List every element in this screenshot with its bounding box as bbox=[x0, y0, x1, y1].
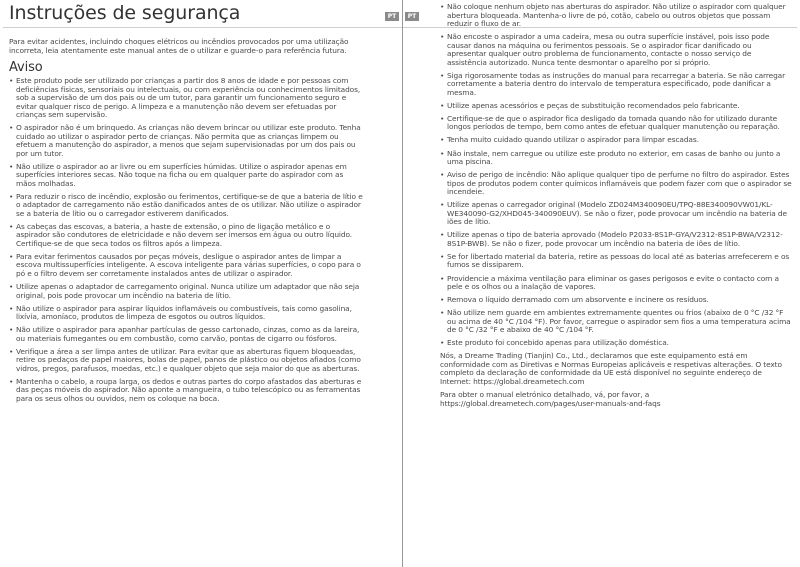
language-tab-right: PT bbox=[405, 12, 419, 21]
list-item: • Certifique-se de que o aspirador fica desligado da tomada quando não for utilizado durante longos períodos de tempo, bem como antes de efetuar qualquer manutenção ou reparação. bbox=[440, 115, 792, 132]
list-item: • Não utilize o aspirador para aspirar líquidos inflamáveis ou combustíveis, tais como gasolina, lixívia, amoníaco, produtos de limpeza de esgotos ou outros líquidos. bbox=[9, 305, 365, 322]
left-column bbox=[9, 0, 365, 408]
list-item: • Não encoste o aspirador a uma cadeira, mesa ou outra superfície instável, pois isso pode causar danos na máquina ou ferimentos pessoais. Se o aspirador ficar danificado ou apresentar qualquer outro problema de funcionamento, contacte o nosso serviço de assistência autorizado. Nunca tente desmontar o aparelho por si próprio. bbox=[440, 33, 792, 67]
intro-paragraph: Para evitar acidentes, incluindo choques elétricos ou incêndios provocados por uma utilização incorreta, leia atentamente este manual antes de o utilizar e guarde-o para referência futura. bbox=[9, 37, 349, 55]
list-item: • Não instale, nem carregue ou utilize este produto no exterior, em casas de banho ou junto a uma piscina. bbox=[440, 150, 792, 167]
list-item: • Tenha muito cuidado quando utilizar o aspirador para limpar escadas. bbox=[440, 136, 792, 145]
conformity-declaration: Nós, a Dreame Trading (Tianjin) Co., Ltd., declaramos que este equipamento está em conformidade com as Diretivas e Normas Europeias aplicáveis e respetivas alterações. O texto completo da declaração de conformidade da UE está disponível no seguinte endereço de Internet: https://global.dreametech.com bbox=[440, 351, 782, 386]
warning-list-continued bbox=[440, 3, 792, 348]
list-item: • Mantenha o cabelo, a roupa larga, os dedos e outras partes do corpo afastados das aberturas e das peças móveis do aspirador. Não aponte a mangueira, o tubo telescópico ou as ferramentas para os seus olhos ou ouvidos, nem os coloque na boca. bbox=[9, 378, 365, 404]
list-item: • Não utilize o aspirador para apanhar partículas de gesso cartonado, cinzas, como as da lareira, ou materiais fumegantes ou em combustão, como carvão, pontas de cigarro ou fósforos. bbox=[9, 326, 365, 343]
list-item: • Para evitar ferimentos causados por peças móveis, desligue o aspirador antes de limpar a escova multissuperfícies inteligente. A escova inteligente para várias superfícies, o copo para o pó e o filtro devem ser corretamente instalados antes de utilizar o aspirador. bbox=[9, 253, 365, 279]
list-item: • Para reduzir o risco de incêndio, explosão ou ferimentos, certifique-se de que a bateria de lítio e o adaptador de carregamento não estão danificados antes de os utilizar. Não utilize o aspirador se a bateria de lítio ou o carregador estiverem danificados. bbox=[9, 193, 365, 219]
list-item: • Aviso de perigo de incêndio: Não aplique qualquer tipo de perfume no filtro do aspirador. Estes tipos de produtos podem conter químicos inflamáveis que podem fazer com que o aspirador se incendeie. bbox=[440, 171, 792, 197]
page-divider bbox=[402, 0, 403, 567]
list-item: • Este produto pode ser utilizado por crianças a partir dos 8 anos de idade e por pessoas com deficiências físicas, sensoriais ou intelectuais, ou com experiência ou conhecimentos limitados, sob a supervisão de um dos pais ou de um tutor, para garantir um funcionamento seguro e evitar qualquer risco de perigo. A limpeza e a manutenção não devem ser efetuadas por crianças sem supervisão. bbox=[9, 77, 365, 120]
list-item: • Verifique a área a ser limpa antes de utilizar. Para evitar que as aberturas fiquem bloqueadas, retire os pedaços de papel maiores, bolas de papel, panos de plástico ou objetos afiados (como vidros, pregos, parafusos, moedas, etc.) e qualquer objeto que seja maior do que as aberturas. bbox=[9, 348, 365, 374]
list-item: • Providencie a máxima ventilação para eliminar os gases perigosos e evite o contacto com a pele e os olhos ou a inalação de vapores. bbox=[440, 275, 792, 292]
list-item: • Não utilize nem guarde em ambientes extremamente quentes ou frios (abaixo de 0 °C /32 °F ou acima de 40 °C /104 °F). Por favor, carregue o aspirador sem fios a uma temperatura acima de 0 °C /32 °F e abaixo de 40 °C /104 °F. bbox=[440, 309, 792, 335]
list-item: • Não coloque nenhum objeto nas aberturas do aspirador. Não utilize o aspirador com qualquer abertura bloqueada. Mantenha-o livre de pó, cotão, cabelo ou outros objetos que possam reduzir o fluxo de ar. bbox=[440, 3, 792, 29]
list-item: • Remova o líquido derramado com um absorvente e incinere os resíduos. bbox=[440, 296, 792, 305]
right-column bbox=[440, 3, 792, 413]
manual-link-text: Para obter o manual eletrónico detalhado, vá, por favor, a https://global.dreametech.com/pages/user-manuals-and-faqs bbox=[440, 390, 661, 408]
list-item: • Se for libertado material da bateria, retire as pessoas do local até as baterias arrefecerem e os fumos se dissiparem. bbox=[440, 253, 792, 270]
list-item: • Siga rigorosamente todas as instruções do manual para recarregar a bateria. Se não carregar corretamente a bateria dentro do intervalo de temperatura especificado, pode danificar a mesma. bbox=[440, 72, 792, 98]
list-item: • Não utilize o aspirador ao ar livre ou em superfícies húmidas. Utilize o aspirador apenas em superfícies interiores secas. Não toque na ficha ou em qualquer parte do aspirador com as mãos molhadas. bbox=[9, 163, 365, 189]
page-title: Instruções de segurança bbox=[9, 2, 241, 24]
list-item: • Utilize apenas o carregador original (Modelo ZD024M340090EU/TPQ-88E340090VW01/KL-WE340090-G2/XHD045-340090EUV). Se não o fizer, pode provocar um incêndio na bateria de iões de lítio. bbox=[440, 201, 792, 227]
list-item: • As cabeças das escovas, a bateria, a haste de extensão, o pino de ligação metálico e o aspirador são condutores de eletricidade e não devem ser imersos em água ou outro líquido. Certifique-se de que seca todos os filtros após a limpeza. bbox=[9, 223, 365, 249]
list-item: • Utilize apenas o adaptador de carregamento original. Nunca utilize um adaptador que não seja original, pois pode provocar um incêndio na bateria de lítio. bbox=[9, 283, 365, 300]
language-tab-left: PT bbox=[385, 12, 399, 21]
list-item: • Utilize apenas o tipo de bateria aprovado (Modelo P2033-8S1P-GYA/V2312-8S1P-BWA/V2312-8S1P-BWB). Se não o fizer, pode provocar um incêndio na bateria de iões de lítio. bbox=[440, 231, 792, 248]
warning-list bbox=[9, 77, 365, 403]
list-item: • O aspirador não é um brinquedo. As crianças não devem brincar ou utilizar este produto. Tenha cuidado ao utilizar o aspirador perto de crianças. Não permita que as crianças limpem ou efetuem a manutenção do aspirador, a menos que sejam supervisionadas por um dos pais ou por um tutor. bbox=[9, 124, 365, 158]
list-item: • Este produto foi concebido apenas para utilização doméstica. bbox=[440, 339, 792, 348]
warning-heading: Aviso bbox=[9, 60, 43, 75]
list-item: • Utilize apenas acessórios e peças de substituição recomendados pelo fabricante. bbox=[440, 102, 792, 111]
